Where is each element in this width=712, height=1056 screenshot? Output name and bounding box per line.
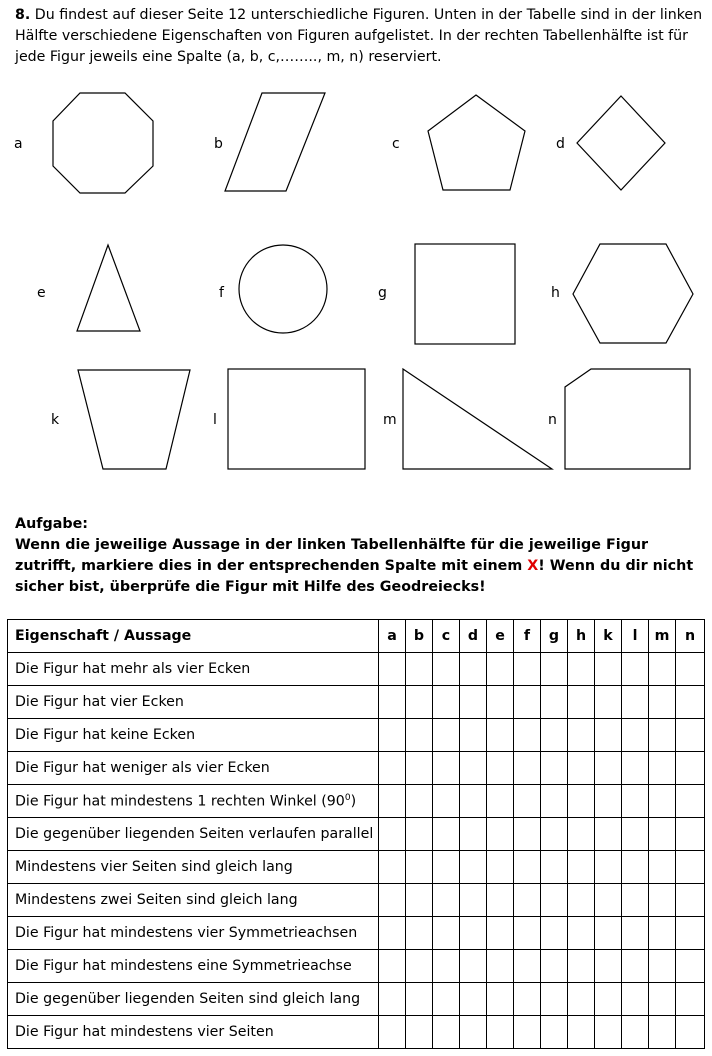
answer-cell-l[interactable] [622,917,649,950]
answer-cell-k[interactable] [595,686,622,719]
header-property: Eigenschaft / Aussage [8,620,379,653]
answer-cell-a[interactable] [379,785,406,818]
task-instructions: Wenn die jeweilige Aussage in der linken Tabellenhälfte für die jeweilige Figur zutrifft, markiere dies in der entsprechenden Spalte mit einem X! Wenn du dir nicht sicher bist, überprüfe die Figur mit Hilfe des Geodreiecks! [15,537,694,595]
answer-cell-e[interactable] [487,719,514,752]
answer-cell-k[interactable] [595,785,622,818]
answer-cell-d[interactable] [460,719,487,752]
answer-cell-h[interactable] [568,686,595,719]
answer-cell-e[interactable] [487,653,514,686]
answer-cell-d[interactable] [460,686,487,719]
answer-cell-f[interactable] [514,1016,541,1049]
answer-cell-b[interactable] [406,917,433,950]
answer-cell-c[interactable] [433,686,460,719]
answer-cell-f[interactable] [514,983,541,1016]
answer-cell-b[interactable] [406,884,433,917]
label-d: d [556,136,565,152]
answer-cell-g[interactable] [541,752,568,785]
table-row [8,917,705,950]
answer-cell-b[interactable] [406,950,433,983]
answer-cell-h[interactable] [568,884,595,917]
answer-cell-l[interactable] [622,851,649,884]
header-col-a: a [379,620,406,653]
property-cell: Die Figur hat mindestens eine Symmetrieachse [8,950,379,983]
answer-cell-e[interactable] [487,686,514,719]
answer-cell-f[interactable] [514,950,541,983]
answer-cell-a[interactable] [379,983,406,1016]
property-cell: Die Figur hat vier Ecken [8,686,379,719]
table-row [8,818,705,851]
answer-cell-d[interactable] [460,818,487,851]
answer-cell-m[interactable] [649,950,676,983]
answer-cell-l[interactable] [622,818,649,851]
header-col-g: g [541,620,568,653]
answer-cell-k[interactable] [595,851,622,884]
answer-cell-h[interactable] [568,752,595,785]
answer-cell-l[interactable] [622,653,649,686]
header-col-c: c [433,620,460,653]
answer-cell-f[interactable] [514,752,541,785]
intro-text [15,5,705,68]
intro-paragraph: Du findest auf dieser Seite 12 unterschiedliche Figuren. Unten in der Tabelle sind in der linken Hälfte verschiedene Eigenschaften von Figuren aufgelistet. In der rechten Tabellenhälfte ist für jede Figur jeweils eine Spalte (a, b, c,…….., m, n) reserviert. [15,7,703,65]
label-n: n [548,412,557,428]
table-row [8,686,705,719]
answer-cell-a[interactable] [379,719,406,752]
answer-cell-h[interactable] [568,851,595,884]
answer-cell-l[interactable] [622,950,649,983]
answer-cell-f[interactable] [514,818,541,851]
figure-n-cut-rectangle [565,369,690,469]
table-row [8,785,705,818]
answer-cell-f[interactable] [514,851,541,884]
header-col-e: e [487,620,514,653]
answer-cell-b[interactable] [406,851,433,884]
answer-cell-m[interactable] [649,983,676,1016]
figure-b-parallelogram [225,93,325,191]
answer-cell-d[interactable] [460,1016,487,1049]
answer-cell-k[interactable] [595,653,622,686]
label-m: m [383,412,397,428]
answer-cell-e[interactable] [487,818,514,851]
answer-cell-g[interactable] [541,719,568,752]
property-cell: Die Figur hat mindestens vier Seiten [8,1016,379,1049]
x-mark: X [527,558,539,574]
answer-cell-g[interactable] [541,785,568,818]
answer-cell-g[interactable] [541,917,568,950]
answer-cell-d[interactable] [460,851,487,884]
answer-cell-e[interactable] [487,1016,514,1049]
answer-cell-k[interactable] [595,1016,622,1049]
answer-cell-h[interactable] [568,917,595,950]
figures-area [0,80,712,480]
table-row [8,983,705,1016]
header-col-n: n [676,620,705,653]
table-row [8,719,705,752]
answer-cell-c[interactable] [433,719,460,752]
answer-cell-n[interactable] [676,752,705,785]
answer-cell-l[interactable] [622,785,649,818]
answer-cell-m[interactable] [649,917,676,950]
figure-a-octagon [53,93,153,193]
label-f: f [219,285,224,301]
table-row [8,950,705,983]
header-col-f: f [514,620,541,653]
header-col-m: m [649,620,676,653]
label-e: e [37,285,46,301]
property-cell: Mindestens vier Seiten sind gleich lang [8,851,379,884]
answer-cell-c[interactable] [433,851,460,884]
answer-cell-f[interactable] [514,785,541,818]
answer-cell-h[interactable] [568,983,595,1016]
answer-cell-h[interactable] [568,653,595,686]
answer-cell-b[interactable] [406,983,433,1016]
answer-cell-h[interactable] [568,950,595,983]
label-b: b [214,136,223,152]
answer-cell-f[interactable] [514,719,541,752]
answer-cell-d[interactable] [460,785,487,818]
answer-cell-n[interactable] [676,785,705,818]
answer-cell-a[interactable] [379,917,406,950]
answer-cell-a[interactable] [379,818,406,851]
answer-cell-d[interactable] [460,653,487,686]
answer-cell-n[interactable] [676,884,705,917]
answer-cell-c[interactable] [433,1016,460,1049]
answer-cell-n[interactable] [676,719,705,752]
answer-cell-k[interactable] [595,752,622,785]
answer-cell-k[interactable] [595,917,622,950]
answer-cell-d[interactable] [460,752,487,785]
answer-cell-c[interactable] [433,752,460,785]
answer-cell-m[interactable] [649,1016,676,1049]
header-col-d: d [460,620,487,653]
answer-cell-a[interactable] [379,1016,406,1049]
answer-cell-b[interactable] [406,719,433,752]
answer-cell-a[interactable] [379,752,406,785]
answer-cell-c[interactable] [433,818,460,851]
figure-f-circle [239,245,327,333]
answer-cell-a[interactable] [379,950,406,983]
answer-cell-l[interactable] [622,983,649,1016]
label-a: a [14,136,23,152]
header-col-k: k [595,620,622,653]
answer-cell-c[interactable] [433,950,460,983]
answer-cell-l[interactable] [622,719,649,752]
answer-cell-e[interactable] [487,950,514,983]
answer-cell-e[interactable] [487,917,514,950]
answer-cell-a[interactable] [379,884,406,917]
table-row [8,884,705,917]
answer-cell-e[interactable] [487,851,514,884]
answer-cell-n[interactable] [676,851,705,884]
answer-cell-h[interactable] [568,785,595,818]
answer-cell-d[interactable] [460,884,487,917]
answer-cell-k[interactable] [595,983,622,1016]
answer-cell-l[interactable] [622,1016,649,1049]
answer-cell-n[interactable] [676,1016,705,1049]
answer-cell-c[interactable] [433,884,460,917]
header-col-b: b [406,620,433,653]
answer-cell-n[interactable] [676,917,705,950]
answer-cell-f[interactable] [514,917,541,950]
answer-cell-c[interactable] [433,785,460,818]
task-heading: Aufgabe: [15,516,88,532]
header-col-h: h [568,620,595,653]
answer-cell-n[interactable] [676,950,705,983]
label-c: c [392,136,400,152]
properties-table [7,619,705,1049]
answer-cell-c[interactable] [433,917,460,950]
property-cell: Die gegenüber liegenden Seiten verlaufen parallel [8,818,379,851]
label-g: g [378,285,387,301]
figure-h-hexagon [573,244,693,343]
answer-cell-e[interactable] [487,983,514,1016]
figure-e-triangle [77,245,140,331]
answer-cell-k[interactable] [595,884,622,917]
answer-cell-c[interactable] [433,983,460,1016]
task-block [15,514,705,598]
answer-cell-e[interactable] [487,884,514,917]
answer-cell-g[interactable] [541,983,568,1016]
answer-cell-n[interactable] [676,818,705,851]
answer-cell-m[interactable] [649,818,676,851]
answer-cell-m[interactable] [649,719,676,752]
answer-cell-m[interactable] [649,653,676,686]
property-cell: Die gegenüber liegenden Seiten sind gleich lang [8,983,379,1016]
answer-cell-b[interactable] [406,686,433,719]
answer-cell-k[interactable] [595,719,622,752]
table-row [8,653,705,686]
answer-cell-b[interactable] [406,653,433,686]
answer-cell-f[interactable] [514,686,541,719]
answer-cell-n[interactable] [676,983,705,1016]
answer-cell-d[interactable] [460,983,487,1016]
answer-cell-m[interactable] [649,785,676,818]
answer-cell-m[interactable] [649,851,676,884]
figure-k-trapezoid [78,370,190,469]
figure-d-rhombus [577,96,665,190]
property-cell: Die Figur hat weniger als vier Ecken [8,752,379,785]
exercise-number: 8. [15,7,31,23]
header-col-l: l [622,620,649,653]
answer-cell-n[interactable] [676,686,705,719]
answer-cell-l[interactable] [622,686,649,719]
answer-cell-a[interactable] [379,851,406,884]
answer-cell-e[interactable] [487,752,514,785]
answer-cell-g[interactable] [541,950,568,983]
table-row [8,851,705,884]
answer-cell-b[interactable] [406,1016,433,1049]
answer-cell-m[interactable] [649,884,676,917]
answer-cell-d[interactable] [460,950,487,983]
answer-cell-k[interactable] [595,818,622,851]
answer-cell-d[interactable] [460,917,487,950]
table-header-row [8,620,705,653]
figure-g-square [415,244,515,344]
answer-cell-g[interactable] [541,653,568,686]
answer-cell-b[interactable] [406,752,433,785]
label-l: l [213,412,217,428]
figure-l-rectangle [228,369,365,469]
answer-cell-g[interactable] [541,884,568,917]
answer-cell-a[interactable] [379,653,406,686]
property-cell: Mindestens zwei Seiten sind gleich lang [8,884,379,917]
answer-cell-h[interactable] [568,719,595,752]
answer-cell-g[interactable] [541,1016,568,1049]
answer-cell-g[interactable] [541,686,568,719]
answer-cell-k[interactable] [595,950,622,983]
label-k: k [51,412,60,428]
answer-cell-g[interactable] [541,818,568,851]
answer-cell-g[interactable] [541,851,568,884]
table-row [8,1016,705,1049]
property-cell: Die Figur hat mindestens 1 rechten Winkel $(90^0)$ [8,785,379,818]
answer-cell-e[interactable] [487,785,514,818]
answer-cell-f[interactable] [514,884,541,917]
table-row [8,752,705,785]
answer-cell-h[interactable] [568,818,595,851]
label-h: h [551,285,560,301]
answer-cell-l[interactable] [622,884,649,917]
answer-cell-b[interactable] [406,785,433,818]
answer-cell-b[interactable] [406,818,433,851]
answer-cell-l[interactable] [622,752,649,785]
property-cell: Die Figur hat mehr als vier Ecken [8,653,379,686]
answer-cell-n[interactable] [676,653,705,686]
answer-cell-m[interactable] [649,686,676,719]
answer-cell-a[interactable] [379,686,406,719]
figure-m-right-triangle [403,369,552,469]
answer-cell-c[interactable] [433,653,460,686]
answer-cell-f[interactable] [514,653,541,686]
answer-cell-m[interactable] [649,752,676,785]
answer-cell-h[interactable] [568,1016,595,1049]
property-cell: Die Figur hat mindestens vier Symmetrieachsen [8,917,379,950]
figure-c-pentagon [428,95,525,190]
property-cell: Die Figur hat keine Ecken [8,719,379,752]
